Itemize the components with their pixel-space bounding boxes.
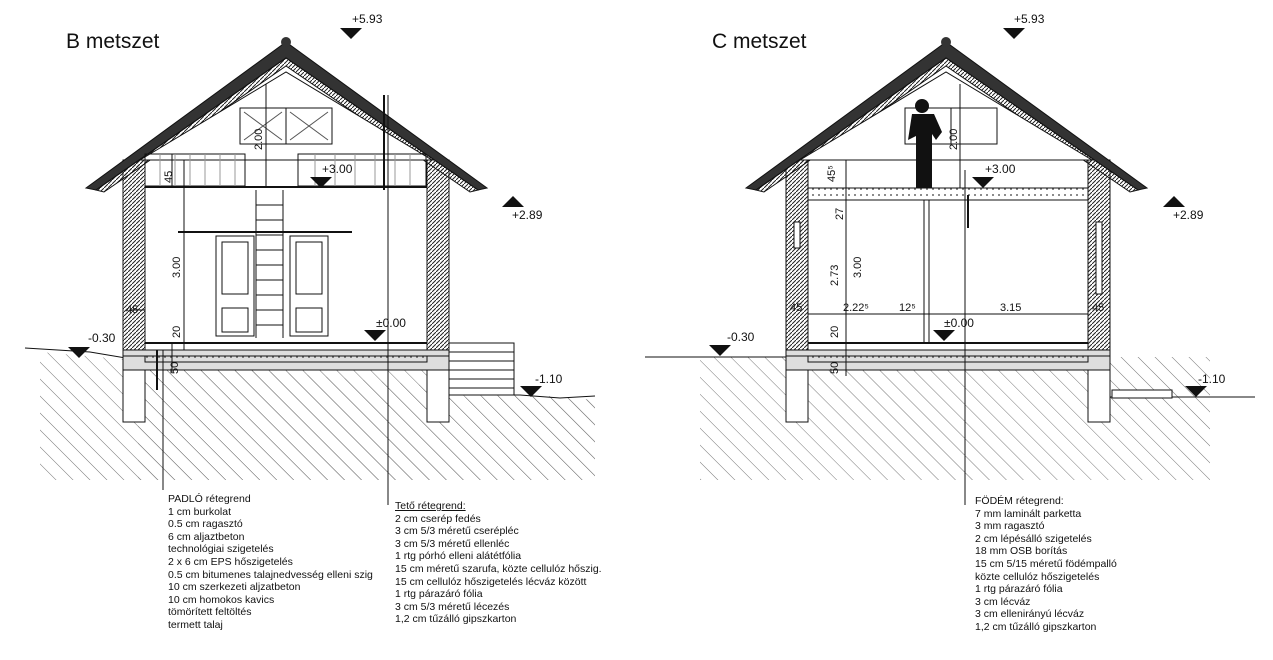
c-dim-50: 50 xyxy=(829,361,841,374)
c-level-eave: +2.89 xyxy=(1173,208,1204,222)
b-dim-45-top: 45 xyxy=(163,170,175,183)
padlo-line: termett talaj xyxy=(168,618,223,631)
teto-line: 3 cm 5/3 méretű lécezés xyxy=(395,600,510,613)
padlo-line: tömörített feltöltés xyxy=(168,606,252,619)
c-dim-125: 12⁵ xyxy=(899,302,916,314)
b-ridge-marker xyxy=(340,28,362,39)
c-level-floor: ±0.00 xyxy=(944,316,974,330)
c-dim-200: 2.00 xyxy=(948,128,960,150)
padlo-line: 0.5 cm ragasztó xyxy=(168,518,243,531)
c-dim-315: 3.15 xyxy=(1000,302,1022,314)
padlo-line: 6 cm aljaztbeton xyxy=(168,530,245,543)
b-dim-50: 50 xyxy=(169,361,181,374)
c-dim-273: 2.73 xyxy=(829,264,841,286)
c-floor-marker xyxy=(933,330,955,341)
fodem-line: 15 cm 5/15 méretű födémpalló xyxy=(975,557,1117,570)
b-level-eave: +2.89 xyxy=(512,208,543,222)
b-ground-marker xyxy=(68,347,90,358)
fodem-notes xyxy=(975,495,1117,634)
b-dim-20: 20 xyxy=(171,325,183,338)
padlo-line: 10 cm homokos kavics xyxy=(168,593,275,606)
c-level-ground-right: -1.10 xyxy=(1198,372,1226,386)
fodem-line: 1,2 cm tűzálló gipszkarton xyxy=(975,620,1097,633)
c-section xyxy=(645,37,1255,505)
padlo-notes xyxy=(168,493,373,632)
c-dim-455: 45⁵ xyxy=(826,165,838,182)
b-dim-300: 3.00 xyxy=(171,256,183,278)
b-dim-200: 2.00 xyxy=(253,128,265,150)
teto-title: Tető rétegrend: xyxy=(395,500,466,512)
teto-line: 1,2 cm tűzálló gipszkarton xyxy=(395,613,517,626)
padlo-line: 0.5 cm bitumenes talajnedvesség elleni szig xyxy=(168,568,373,581)
c-eave-marker xyxy=(1163,196,1185,207)
c-dim-45-right: 45 xyxy=(1092,302,1105,314)
b-floor-marker xyxy=(364,330,386,341)
b-level-ridge: +5.93 xyxy=(352,12,383,26)
padlo-line: 1 cm burkolat xyxy=(168,505,232,518)
fodem-line: 18 mm OSB borítás xyxy=(975,545,1068,558)
b-level-ground: -0.30 xyxy=(88,331,116,345)
fodem-line: 1 rtg párazáró fólia xyxy=(975,583,1063,596)
b-dim-45-side: 45 xyxy=(126,304,139,316)
b-section-title: B metszet xyxy=(66,30,160,53)
teto-line: 3 cm 5/3 méretű ellenléc xyxy=(395,537,510,550)
c-level-ridge: +5.93 xyxy=(1014,12,1045,26)
b-level-attic: +3.00 xyxy=(322,162,353,176)
b-eave-marker xyxy=(502,196,524,207)
c-dim-27: 27 xyxy=(834,207,846,220)
teto-notes xyxy=(395,500,602,626)
c-soil xyxy=(700,357,1210,480)
b-level-floor: ±0.00 xyxy=(376,316,406,330)
fodem-line: 3 cm lécváz xyxy=(975,595,1031,608)
c-attic-marker xyxy=(972,177,994,188)
fodem-line: 7 mm laminált parketta xyxy=(975,507,1082,520)
teto-line: 15 cm cellulóz hőszigetelés lécváz között xyxy=(395,575,587,588)
teto-line: 2 cm cserép fedés xyxy=(395,512,481,525)
fodem-line: 3 mm ragasztó xyxy=(975,520,1045,533)
c-level-attic: +3.00 xyxy=(985,162,1016,176)
b-section xyxy=(25,37,595,505)
padlo-line: 2 x 6 cm EPS hőszigetelés xyxy=(168,555,293,568)
c-level-ground: -0.30 xyxy=(727,330,755,344)
c-ground-marker xyxy=(709,345,731,356)
b-attic-marker xyxy=(310,177,332,188)
b-level-ground-right: -1.10 xyxy=(535,372,563,386)
fodem-line: 3 cm ellenirányú lécváz xyxy=(975,608,1085,621)
b-ground-right-marker xyxy=(520,386,542,397)
padlo-line: 10 cm szerkezeti aljzatbeton xyxy=(168,581,301,594)
c-dim-20: 20 xyxy=(829,325,841,338)
fodem-title: FÖDÉM rétegrend: xyxy=(975,495,1064,507)
teto-line: 1 rtg pórhó elleni alátétfólia xyxy=(395,550,522,563)
c-dim-300: 3.00 xyxy=(852,256,864,278)
c-section-title: C metszet xyxy=(712,30,807,53)
fodem-line: 2 cm lépésálló szigetelés xyxy=(975,532,1092,545)
padlo-line: technológiai szigetelés xyxy=(168,543,274,556)
c-ridge-marker xyxy=(1003,28,1025,39)
teto-line: 15 cm méretű szarufa, közte cellulóz hőszig. xyxy=(395,562,602,575)
c-dim-2225: 2.22⁵ xyxy=(843,302,869,314)
c-dim-45-left: 45 xyxy=(790,302,803,314)
fodem-line: közte cellulóz hőszigetelés xyxy=(975,570,1100,583)
padlo-title: PADLÓ rétegrend xyxy=(168,493,251,505)
teto-line: 1 rtg párazáró fólia xyxy=(395,588,483,601)
teto-line: 3 cm 5/3 méretű cserépléc xyxy=(395,525,519,538)
c-ground-right-marker xyxy=(1185,386,1207,397)
